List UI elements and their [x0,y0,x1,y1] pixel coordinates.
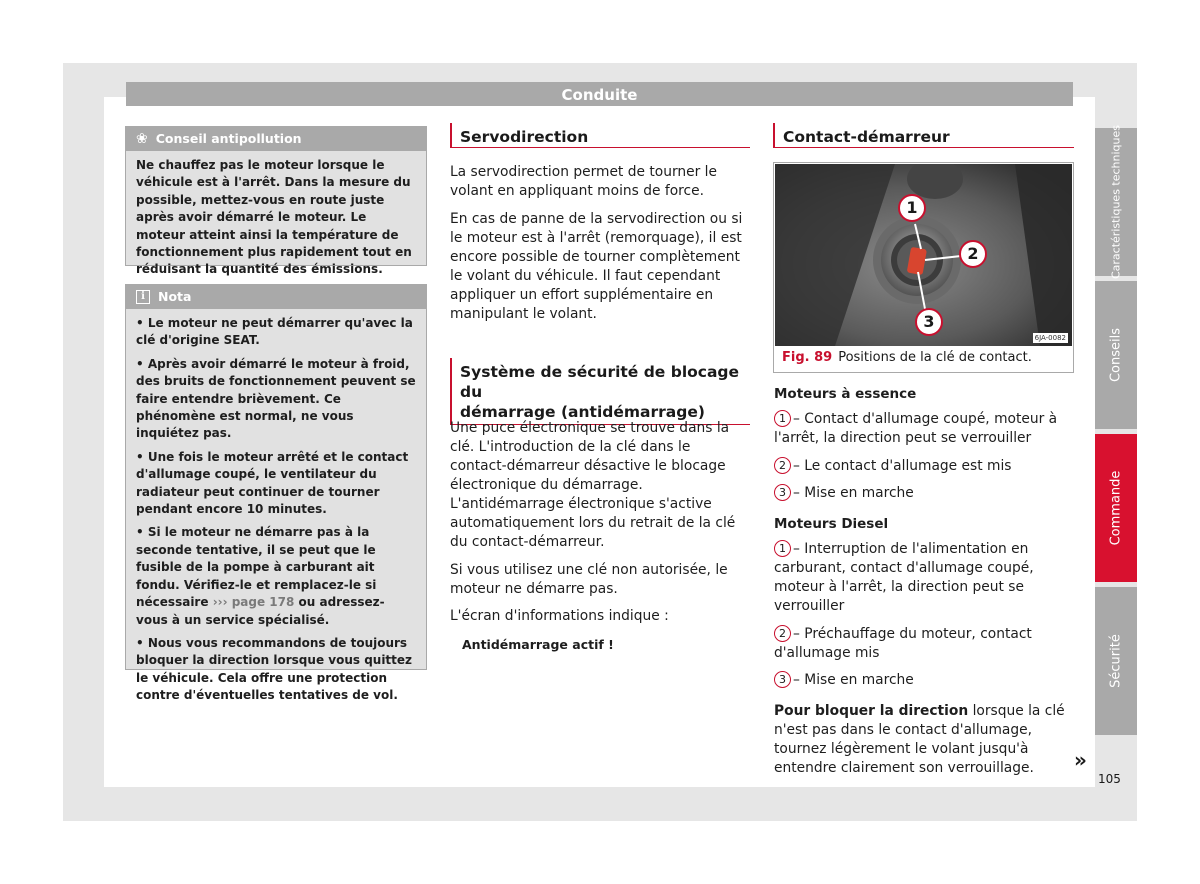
petrol-item: 3 – Mise en marche [774,484,1074,503]
page-number: 105 [1098,772,1121,786]
chapter-header: Conduite [126,82,1073,106]
info-icon: i [136,290,150,304]
servo-paragraph: La servodirection permet de tourner le volant en appliquant moins de force. [450,164,717,199]
page-reference-link[interactable]: ››› page 178 [212,595,295,610]
nota-item: • Nous vous recommandons de toujours bloquer la direction lorsque vous quittez le véhicule. Cela offre une protection contre d'éventuelles tentatives de vol. [136,635,413,703]
ignition-lock-photo [775,164,1072,346]
figure-caption: Fig. 89 Positions de la clé de contact. [782,350,1032,365]
tab-controls[interactable]: Commande [1095,434,1137,582]
servo-paragraph: En cas de panne de la servodirection ou si le moteur est à l'arrêt (remorquage), il est encore possible de tourner complètement le volant du véhicule. Il faut cependant appliquer un effort supplémentaire en manipulant le volant. [450,210,743,322]
immobilizer-paragraph: Une puce électronique se trouve dans la clé. L'introduction de la clé dans le contact-démarreur désactive le blocage électronique du démarrage. L'antidémarrage électronique s'active automatiquement lors du retrait de la clé du contact-démarreur. [450,420,736,550]
immobilizer-paragraph: L'écran d'informations indique : [450,608,669,624]
tab-safety[interactable]: Sécurité [1095,587,1137,735]
pollution-tip-header [126,127,426,151]
nota-item: • Après avoir démarré le moteur à froid, des bruits de fonctionnement peuvent se faire entendre brièvement. Ce phénomène est normal, ne vous inquiétez pas. [136,356,416,441]
callout-1: 1 [898,194,926,222]
petrol-item: 2 – Le contact d'allumage est mis [774,457,1074,476]
nota-item: • Si le moteur ne démarre pas à la seconde tentative, il se peut que le fusible de la pompe à carburant ait fondu. Vérifiez-le et remplacez-le si nécessaire ››› page 178 ou adressez-vous à un service spécialisé. [136,525,385,627]
pollution-tip-title: Conseil antipollution [155,131,302,146]
nota-item: • Le moteur ne peut démarrer qu'avec la clé d'origine SEAT. [136,316,413,348]
flower-icon: ❀ [136,131,148,147]
pollution-tip-text: Ne chauffez pas le moteur lorsque le véhicule est à l'arrêt. Dans la mesure du possible, mettez-vous en route juste après avoir démarré le moteur. Le moteur atteint ainsi la température de fonctionnement plus rapidement tout en réduisant la quantité des émissions. [136,158,412,277]
tab-advice[interactable]: Conseils [1095,281,1137,429]
continue-mark: » [1074,748,1087,772]
diesel-item: 3 – Mise en marche [774,671,1074,690]
tab-technical-specs[interactable]: Caractéristiques techniques [1095,128,1137,276]
immobilizer-heading: Système de sécurité de blocage du démarrage (antidémarrage) [450,362,750,425]
display-message: Antidémarrage actif ! [462,636,614,652]
callout-3: 3 [915,308,943,336]
petrol-item: 1 – Contact d'allumage coupé, moteur à l'arrêt, la direction peut se verrouiller [774,411,1058,446]
steering-lock-paragraph: Pour bloquer la direction lorsque la clé n'est pas dans le contact d'allumage, tournez légèrement le volant jusqu'à entendre clairement son verrouillage. [774,703,1065,776]
nota-header [126,285,426,309]
callout-2: 2 [959,240,987,268]
nota-box [125,284,427,703]
diesel-item: 1 – Interruption de l'alimentation en carburant, contact d'allumage coupé, moteur à l'arrêt, la direction peut se verrouiller [774,541,1034,614]
nota-title: Nota [158,289,192,304]
figure-label: Fig. 89 [782,350,833,365]
ignition-figure [773,162,1074,373]
diesel-item: 2 – Préchauffage du moteur, contact d'allumage mis [774,625,1032,661]
nota-item: • Une fois le moteur arrêté et le contact d'allumage coupé, le ventilateur du radiateur peut continuer de tourner pendant encore 10 minutes. [136,449,409,517]
servo-heading: Servodirection [450,127,750,148]
pollution-tip-box [125,126,427,277]
petrol-subheading: Moteurs à essence [774,386,917,402]
figure-code: 6JA-0082 [1034,334,1066,342]
diesel-subheading: Moteurs Diesel [774,516,889,532]
ignition-heading: Contact-démarreur [773,127,1074,148]
immobilizer-paragraph: Si vous utilisez une clé non autorisée, le moteur ne démarre pas. [450,561,728,597]
